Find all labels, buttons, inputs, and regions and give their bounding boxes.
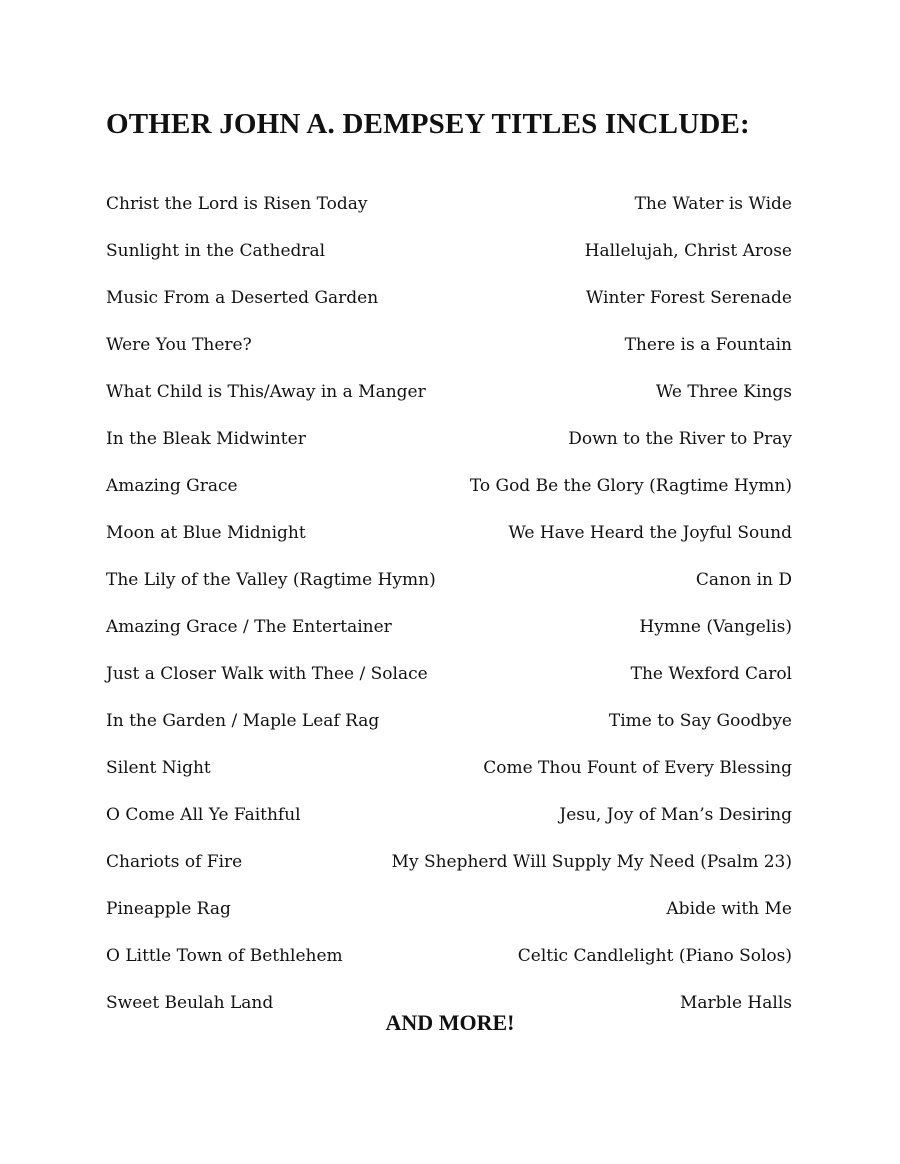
title-left: Christ the Lord is Risen Today [106, 193, 368, 214]
title-right: Hallelujah, Christ Arose [584, 240, 792, 261]
title-left: Sunlight in the Cathedral [106, 240, 326, 261]
title-row [106, 415, 792, 462]
title-right: Winter Forest Serenade [585, 287, 792, 308]
title-right: Canon in D [695, 569, 792, 590]
title-left: Sweet Beulah Land [106, 992, 274, 1013]
title-row [106, 509, 792, 556]
and-more-footer: AND MORE! [385, 1010, 515, 1035]
title-right: There is a Fountain [624, 334, 792, 355]
title-row [106, 791, 792, 838]
title-left: Were You There? [106, 334, 252, 355]
title-row [106, 932, 792, 979]
title-left: Pineapple Rag [106, 898, 231, 919]
title-row [106, 697, 792, 744]
title-left: In the Garden / Maple Leaf Rag [106, 710, 380, 731]
title-row [106, 556, 792, 603]
titles-list [106, 180, 792, 1026]
title-row [106, 838, 792, 885]
page-title: OTHER JOHN A. DEMPSEY TITLES INCLUDE: [106, 108, 750, 140]
title-left: Silent Night [106, 757, 211, 778]
title-row [106, 744, 792, 791]
title-row [106, 274, 792, 321]
title-row [106, 321, 792, 368]
title-left: Amazing Grace / The Entertainer [106, 616, 392, 637]
title-row [106, 603, 792, 650]
title-left: Music From a Deserted Garden [106, 287, 379, 308]
title-right: The Water is Wide [634, 193, 792, 214]
title-left: Chariots of Fire [106, 851, 243, 872]
title-left: What Child is This/Away in a Manger [106, 381, 426, 402]
title-left: Just a Closer Walk with Thee / Solace [106, 663, 428, 684]
title-left: O Little Town of Bethlehem [106, 945, 343, 966]
title-right: Down to the River to Pray [568, 428, 792, 449]
title-right: Time to Say Goodbye [608, 710, 792, 731]
title-row [106, 885, 792, 932]
title-right: Marble Halls [679, 992, 792, 1013]
title-right: Abide with Me [666, 898, 792, 919]
title-left: O Come All Ye Faithful [106, 804, 301, 825]
title-row [106, 227, 792, 274]
title-right: Jesu, Joy of Man’s Desiring [559, 804, 792, 825]
title-right: Come Thou Fount of Every Blessing [483, 757, 792, 778]
title-right: The Wexford Carol [630, 663, 792, 684]
title-row [106, 180, 792, 227]
title-row [106, 650, 792, 697]
title-right: Hymne (Vangelis) [639, 616, 792, 637]
title-right: We Three Kings [655, 381, 792, 402]
title-row [106, 462, 792, 509]
title-right: Celtic Candlelight (Piano Solos) [517, 945, 792, 966]
title-right: We Have Heard the Joyful Sound [508, 522, 792, 543]
title-left: Amazing Grace [106, 475, 238, 496]
title-left: In the Bleak Midwinter [106, 428, 306, 449]
title-right: My Shepherd Will Supply My Need (Psalm 23) [391, 851, 792, 872]
title-left: The Lily of the Valley (Ragtime Hymn) [106, 569, 436, 590]
title-left: Moon at Blue Midnight [106, 522, 306, 543]
title-row [106, 368, 792, 415]
title-right: To God Be the Glory (Ragtime Hymn) [469, 475, 792, 496]
